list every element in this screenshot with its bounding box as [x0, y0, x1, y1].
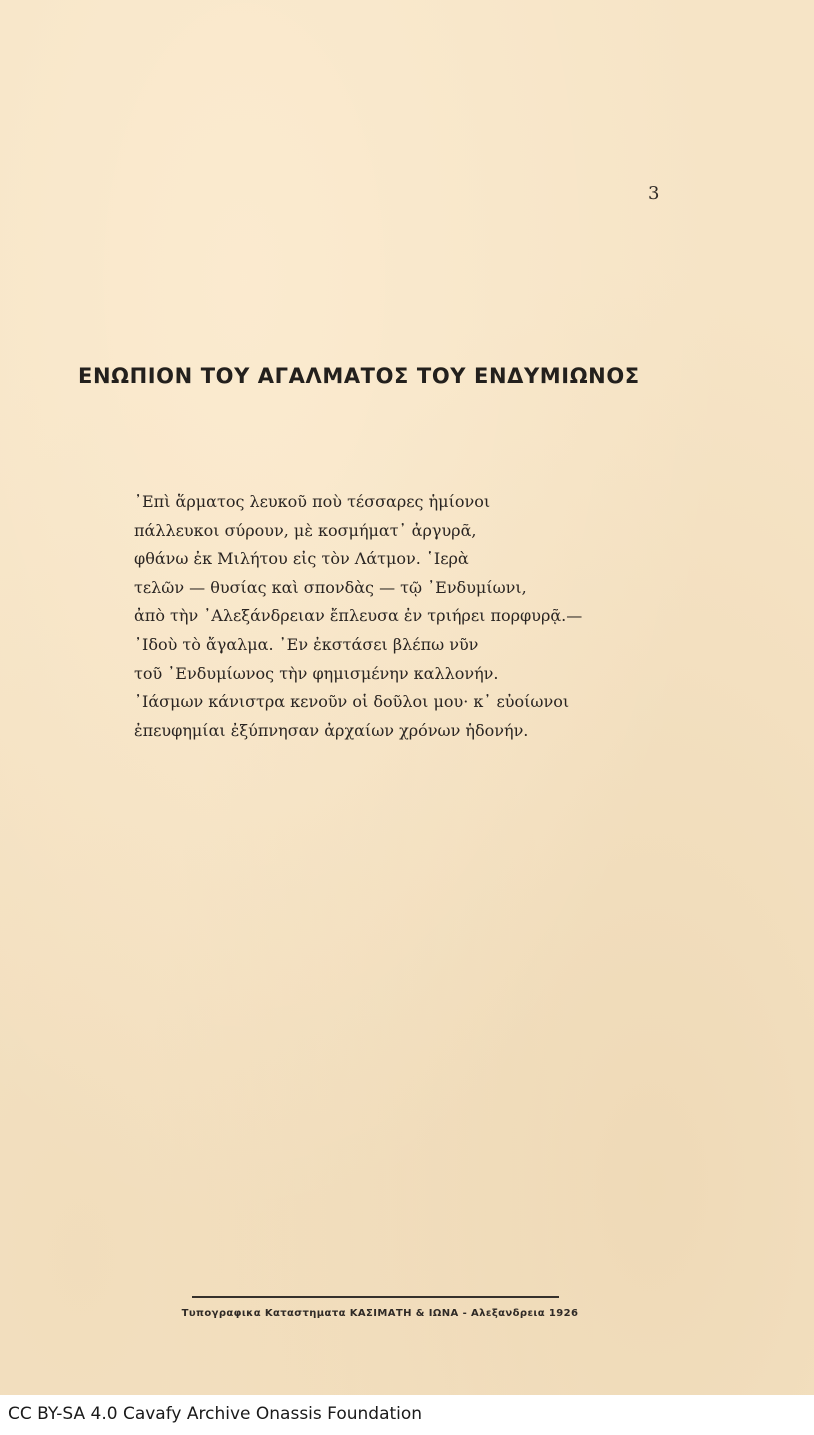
poem-line: ᾿Ιάσμων κάνιστρα κενοῦν οἱ δοῦλοι μου· κ᾿ εὐοίωνοι	[134, 692, 570, 712]
poem-line: φθάνω ἐκ Μιλήτου εἰς τὸν Λάτμον. ῾Ιερὰ	[134, 549, 469, 569]
poem-line: ᾿Επὶ ἅρματος λευκοῦ ποὺ τέσσαρες ἡμίονοι	[134, 492, 491, 511]
poem-line: ᾿Ιδοὺ τὸ ἄγαλμα. ᾿Εν ἐκστάσει βλέπω νῦν	[134, 634, 479, 654]
imprint-divider	[192, 1296, 559, 1298]
poem-line: ἀπὸ τὴν ᾿Αλεξάνδρειαν ἔπλευσα ἐν τριήρει πορφυρᾷ.—	[134, 606, 583, 626]
poem-body	[134, 488, 674, 745]
credit-bar	[0, 1395, 814, 1435]
printer-imprint: Τυπογραφικα Καταστηματα ΚΑΣΙΜΑΤΗ & ΙΩΝΑ - Αλεξανδρεια 1926	[181, 1308, 579, 1319]
poem-line: πάλλευκοι σύρουν, μὲ κοσμήματ᾿ ἀργυρᾶ,	[134, 520, 477, 540]
poem-line: ἐπευφημίαι ἐξύπνησαν ἀρχαίων χρόνων ἡδονήν.	[134, 720, 529, 740]
poem-line: τοῦ ᾿Ενδυμίωνος τὴν φημισμένην καλλονήν.	[134, 663, 499, 683]
poem-title: ΕΝΩΠΙΟΝ ΤΟΥ ΑΓΑΛΜΑΤΟΣ ΤΟΥ ΕΝΔΥΜΙΩΝΟΣ	[78, 364, 640, 388]
license-credit: CC BY-SA 4.0 Cavafy Archive Onassis Foundation	[8, 1404, 423, 1424]
page-number: 3	[648, 183, 660, 204]
poem-line: τελῶν — θυσίας καὶ σπονδὰς — τῷ ᾿Ενδυμίωνι,	[134, 577, 527, 597]
